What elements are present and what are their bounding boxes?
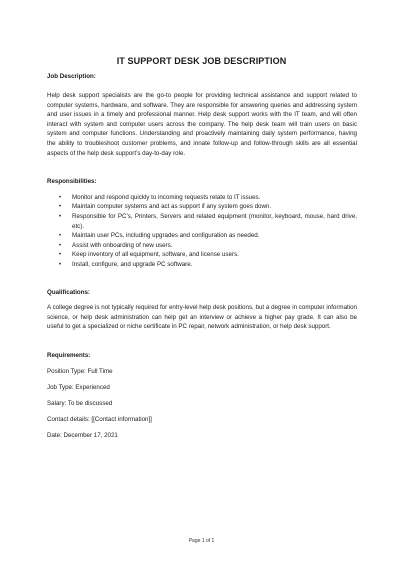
list-item-text: Install, configure, and upgrade PC software. (72, 261, 193, 268)
document-body (47, 72, 357, 441)
responsibilities-heading: Responsibilities: (47, 178, 97, 186)
bullet-icon: • (59, 251, 62, 259)
list-item-text: Monitor and respond quickly to incoming requests relate to IT issues. (72, 193, 261, 201)
bullet-icon: • (59, 213, 62, 221)
responsibilities-list (47, 193, 357, 270)
list-item (47, 250, 357, 260)
bullet-icon: • (59, 241, 62, 249)
bullet-icon: • (59, 203, 62, 211)
list-item (47, 212, 357, 231)
page-number: Page 1 of 1 (188, 538, 215, 544)
list-item-text: Keep inventory of all equipment, software, and license users. (72, 251, 239, 259)
list-item-text: Responsible for PC’s, Printers, Servers and related equipment (monitor, keyboard, mouse, hard drive, etc). (72, 213, 357, 230)
salary: Salary: To be discussed (47, 400, 113, 408)
bullet-icon: • (59, 232, 62, 240)
list-item (47, 241, 357, 251)
list-item-text: Maintain user PCs, including upgrades and configuration as needed. (72, 232, 260, 240)
job-description-text: Help desk support specialists are the go-to people for providing technical assistance and support related to computer systems, hardware, and software. They are responsible for answering queries and addressing system and user issues in a timely and professional manner. Help desk support works with the IT team, and will often interact with system and computer users across the company. The help desk team will train users on basic system and computer functions. Understanding and proactively maintaining daily system performance, having the ability to troubleshoot customer problems, and innate follow-up and follow-through skills are all essential aspects of the help desk support’s day-to-day role. (47, 92, 357, 157)
list-item (47, 231, 357, 241)
list-item-text: Assist with onboarding of new users. (72, 241, 173, 249)
list-item (47, 260, 357, 270)
job-type: Job Type: Experienced (47, 384, 110, 392)
job-description-heading: Job Description: (47, 73, 96, 80)
date: Date: December 17, 2021 (47, 432, 118, 440)
position-type: Position Type: Full Time (47, 368, 113, 376)
contact-details: Contact details: [[Contact information]] (47, 416, 152, 424)
list-item (47, 193, 357, 203)
qualifications-heading: Qualifications: (47, 288, 90, 296)
document-title: IT SUPPORT DESK JOB DESCRIPTION (116, 56, 287, 66)
list-item-text: Maintain computer systems and act as support if any system goes down. (72, 203, 272, 211)
bullet-icon: • (59, 193, 62, 201)
qualifications-text: A college degree is not typically required for entry-level help desk positions, but a degree in computer information science, or help desk administration can help get an interview or achieve a higher pay grade. It can also be useful to get a specialized or niche certificate in PC repair, network administration, or help desk support. (47, 304, 357, 331)
bullet-icon: • (59, 261, 62, 268)
requirements-heading: Requirements: (47, 351, 91, 359)
list-item (47, 202, 357, 212)
